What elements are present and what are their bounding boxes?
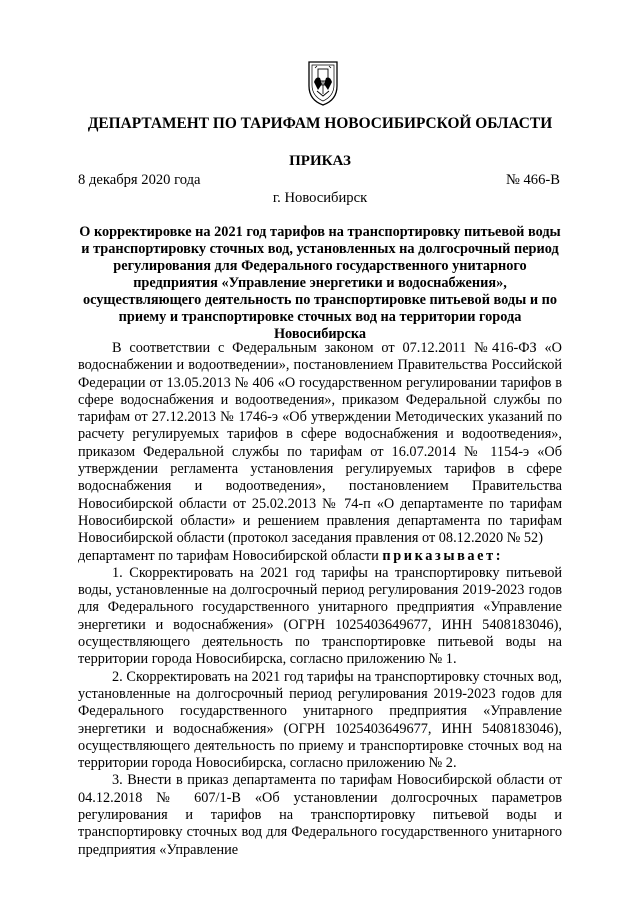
order-number: № 466-В — [505, 172, 560, 188]
department-title: ДЕПАРТАМЕНТ ПО ТАРИФАМ НОВОСИБИРСКОЙ ОБЛАСТИ — [87, 115, 553, 132]
city-line: г. Новосибирск — [272, 190, 368, 206]
item-1-paragraph: 1. Скорректировать на 2021 год тарифы на транспортировку питьевой воды, установленные на долгосрочный период регулирования 2019-2023 годов для Федерального государственного унитарного предприятия «Управление энергетики и водоснабжения» (ОГРН 1025403649677, ИНН 5408183046), осуществляющего деятельность по транспортировке питьевой воды на территории города Новосибирска, согласно приложению № 1. — [78, 564, 562, 668]
coat-of-arms-icon — [306, 60, 340, 106]
order-heading: ПРИКАЗ — [289, 153, 351, 169]
order-body — [78, 340, 562, 859]
date-number-line — [78, 170, 560, 190]
orders-word: приказывает: — [382, 547, 504, 564]
item-2-paragraph: 2. Скорректировать на 2021 год тарифы на транспортировку сточных вод, установленные на долгосрочный период регулирования 2019-2023 годов для Федерального государственного унитарного предприятия «Управление энергетики и водоснабжения» (ОГРН 1025403649677, ИНН 5408183046), осуществляющего деятельность по приему и транспортировке сточных вод на территории города Новосибирска, согласно приложению № 2. — [78, 668, 562, 772]
orders-lead: департамент по тарифам Новосибирской области — [78, 547, 379, 564]
preamble-paragraph: В соответствии с Федеральным законом от 07.12.2011 №416-ФЗ «О водоснабжении и водоотведении», постановлением Правительства Российской Федерации от 13.05.2013 № 406 «О государственном регулировании тарифов в сфере водоснабжения и водоотведения», приказом Федеральной службы по тарифам от 27.12.2013 № 1746-э «Об утверждении Методических указаний по расчету регулируемых тарифов в сфере водоснабжения и водоотведения», приказом Федеральной службы по тарифам от 16.07.2014 № 1154-э «Об утверждении регламента установления регулируемых тарифов в сфере водоснабжения и водоотведения», постановлением Правительства Новосибирской области от 25.02.2013 № 74-п «О департаменте по тарифам Новосибирской области» и решением правления департамента по тарифам Новосибирской области (протокол заседания правления от 08.12.2020 № 52) — [78, 340, 562, 547]
orders-line — [78, 548, 562, 565]
order-subject: О корректировке на 2021 год тарифов на транспортировку питьевой воды и транспортировку сточных вод, установленных на долгосрочный период регулирования для Федерального государственного унитарного предприятия «Управление энергетики и водоснабжения», осуществляющего деятельность по транспортировке питьевой воды и по приему и транспортировке сточных вод на территории города Новосибирска — [79, 224, 561, 342]
order-date: 8 декабря 2020 года — [78, 172, 201, 188]
item-3-paragraph: 3. Внести в приказ департамента по тарифам Новосибирской области от 04.12.2018 № 607/1-В «Об установлении долгосрочных параметров регулирования и тарифов на транспортировку питьевой воды и транспортировку сточных вод для Федерального государственного унитарного предприятия «Управление — [78, 772, 562, 858]
